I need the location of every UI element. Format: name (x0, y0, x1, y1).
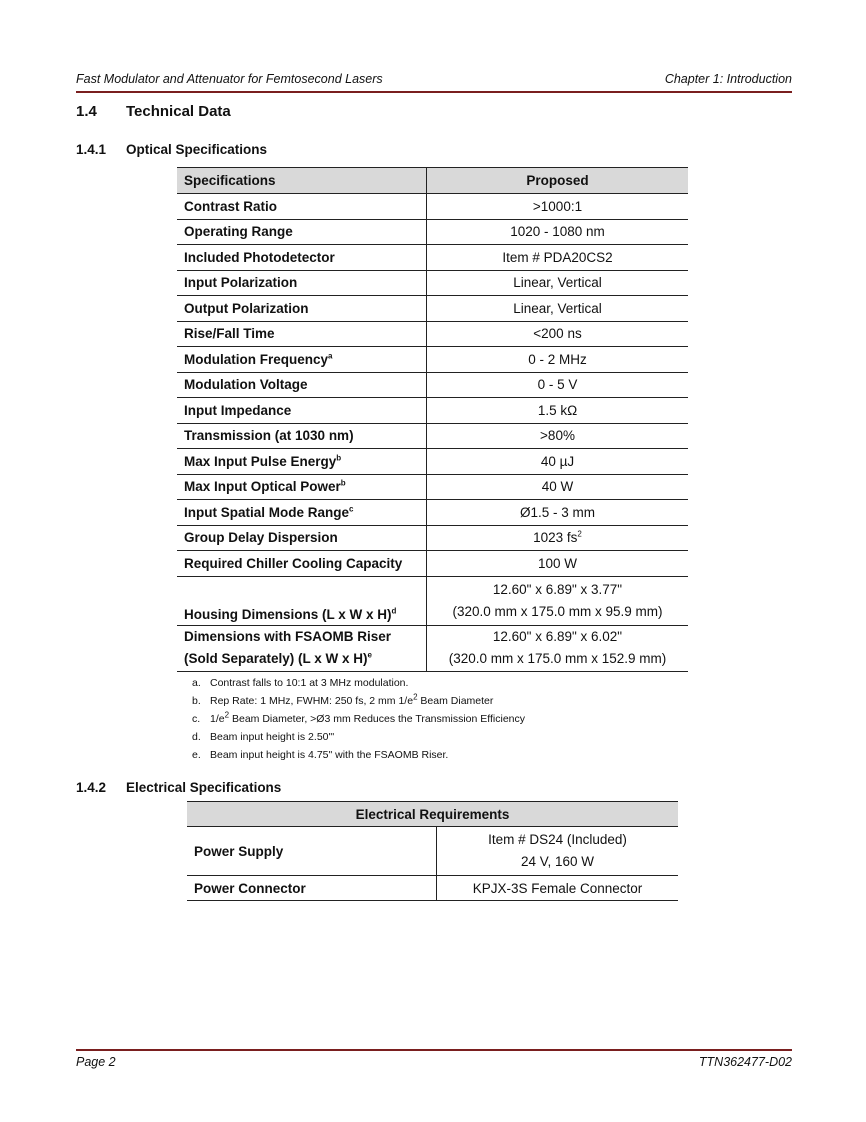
footnote: b. Rep Rate: 1 MHz, FWHM: 250 fs, 2 mm $1/e^2$ Beam Diameter (192, 692, 494, 707)
spec-value: 1023 $fs^2$ (533, 529, 582, 546)
spec-value: 1020 - 1080 nm (510, 224, 605, 240)
electrical-specs-table (187, 801, 678, 901)
footnote: c. $1/e^2$ Beam Diameter, >Ø3 mm Reduces the Transmission Efficiency (192, 710, 526, 725)
table-row (177, 449, 688, 475)
table-row (177, 245, 688, 271)
table-row (177, 551, 688, 577)
spec-value: Linear, Vertical (513, 275, 602, 291)
header-document-title: Fast Modulator and Attenuator for Femtosecond Lasers (76, 72, 383, 86)
spec-label: Max Input Optical Power$^b$ (177, 474, 427, 500)
spec-label: Group Delay Dispersion (177, 525, 427, 551)
spec-label: Operating Range (177, 219, 427, 245)
spec-label: Input Spatial Mode Range$^c$ (177, 500, 427, 526)
spec-value: KPJX-3S Female Connector (472, 880, 643, 896)
table-row (187, 827, 678, 876)
table-row (187, 876, 678, 901)
table-row (177, 525, 688, 551)
running-header (76, 71, 792, 93)
spec-label: Included Photodetector (177, 245, 427, 271)
table-header-row (187, 802, 678, 827)
table-row (177, 372, 688, 398)
table-row (177, 474, 688, 500)
spec-label: Housing Dimensions (L x W x H)$^d$ (177, 576, 427, 625)
spec-value: Ø1.5 - 3 mm (519, 504, 595, 520)
spec-label: Power Connector (187, 876, 437, 901)
table-row (177, 423, 688, 449)
spec-label: Transmission (at 1030 nm) (177, 423, 427, 449)
header-chapter: Chapter 1: Introduction (664, 72, 792, 86)
spec-label: Input Polarization (177, 270, 427, 296)
spec-value: Item # PDA20CS2 (502, 249, 613, 265)
spec-value: Item # DS24 (Included) 24 V, 160 W (488, 832, 627, 869)
spec-value: 0 - 5 V (537, 377, 578, 393)
optical-title: Optical Specifications (126, 142, 268, 157)
footnotes (192, 674, 525, 764)
spec-value: 40 µJ (540, 453, 575, 469)
table-row (177, 576, 688, 625)
spec-value: 40 W (541, 479, 574, 495)
footnote: d. Beam input height is 2.50"' (192, 731, 335, 743)
section-number: 1.4 (76, 103, 97, 120)
spec-value: 100 W (537, 555, 578, 571)
table-row (177, 296, 688, 322)
spec-label: Input Impedance (177, 398, 427, 424)
spec-value: 12.60" x 6.89" x 6.02" (320.0 mm x 175.0 mm x 152.9 mm) (448, 629, 667, 666)
optical-specs-table (177, 167, 688, 672)
spec-label: Required Chiller Cooling Capacity (177, 551, 427, 577)
footnote: e. Beam input height is 4.75" with the FSAOMB Riser. (192, 749, 449, 761)
spec-label: Power Supply (187, 827, 437, 876)
table-row (177, 270, 688, 296)
spec-value: 12.60" x 6.89" x 3.77" (320.0 mm x 175.0 mm x 95.9 mm) (452, 581, 663, 619)
spec-value: 0 - 2 MHz (528, 351, 587, 367)
page-number: Page 2 (76, 1055, 116, 1069)
spec-value: 1.5 kΩ (537, 402, 578, 418)
table-row (177, 321, 688, 347)
table-row (177, 194, 688, 220)
spec-label: Modulation Frequency$^a$ (177, 347, 427, 373)
spec-label: Rise/Fall Time (177, 321, 427, 347)
electrical-title: Electrical Specifications (126, 780, 282, 795)
spec-label: Output Polarization (177, 296, 427, 322)
column-header: Proposed (427, 168, 689, 194)
document-code: TTN362477-D02 (698, 1055, 792, 1069)
spec-label: Max Input Pulse Energy$^b$ (177, 449, 427, 475)
column-header: Electrical Requirements (187, 802, 678, 827)
table-row (177, 347, 688, 373)
column-header: Specifications (177, 168, 427, 194)
footnote: a. Contrast falls to 10:1 at 3 MHz modulation. (192, 677, 409, 689)
electrical-heading (76, 780, 281, 795)
table-row (177, 219, 688, 245)
spec-label: Dimensions with FSAOMB Riser (Sold Separately) (L x W x H)$^e$ (177, 625, 427, 671)
table-row (177, 625, 688, 671)
spec-label: Contrast Ratio (177, 194, 427, 220)
table-row (177, 398, 688, 424)
table-header-row (177, 168, 688, 194)
electrical-number: 1.4.2 (76, 780, 107, 795)
spec-value: >80% (540, 428, 575, 444)
spec-value: >1000:1 (532, 198, 583, 214)
optical-number: 1.4.1 (76, 142, 107, 157)
spec-label: Modulation Voltage (177, 372, 427, 398)
table-row (177, 500, 688, 526)
optical-heading (76, 142, 267, 157)
running-footer (76, 1049, 792, 1069)
spec-value: <200 ns (533, 326, 582, 342)
section-heading (76, 103, 231, 120)
section-title: Technical Data (126, 103, 231, 120)
spec-value: Linear, Vertical (513, 300, 602, 316)
